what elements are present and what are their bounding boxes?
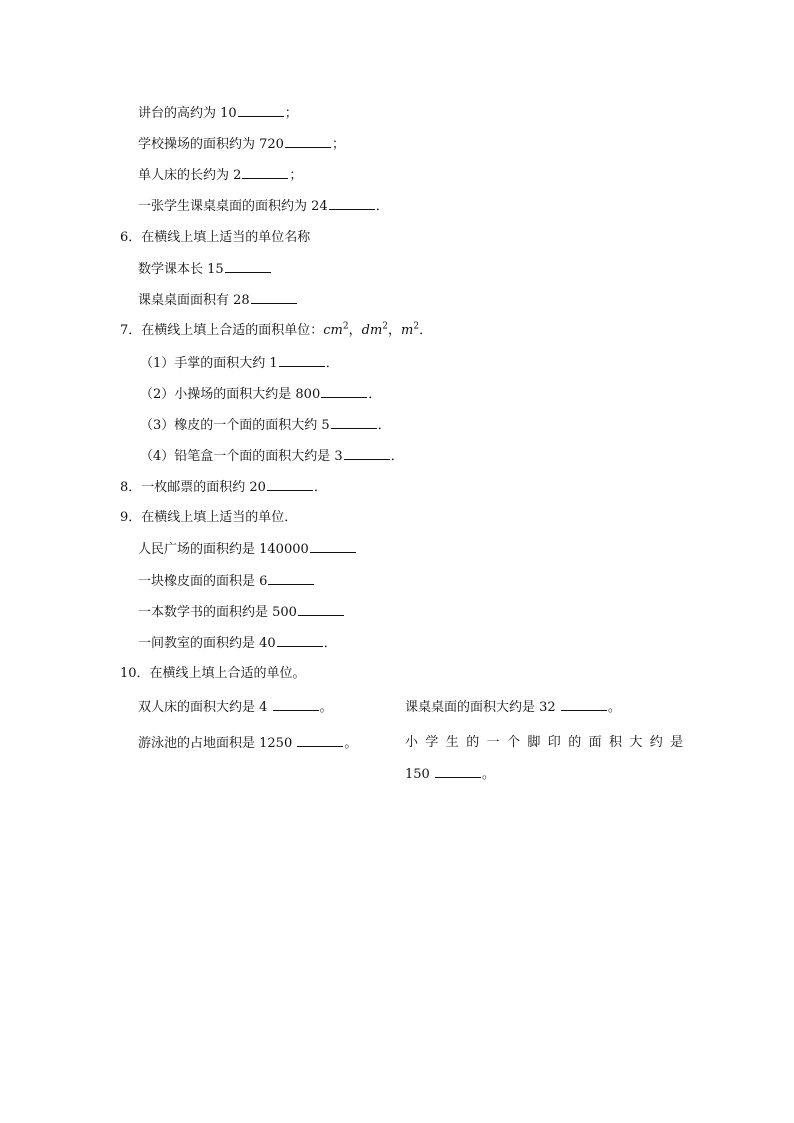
fill-item: 单人床的长约为 2 ；: [138, 168, 303, 183]
fill-item: （4）铅笔盒一个面的面积大约是 3 ．: [140, 449, 404, 464]
answer-blank[interactable]: [273, 698, 319, 711]
question-9-title: 9．在横线上填上适当的单位．: [120, 510, 298, 525]
answer-blank[interactable]: [238, 104, 284, 117]
fill-item: （2）小操场的面积大约是 800 ．: [140, 387, 382, 402]
answer-blank[interactable]: [561, 698, 607, 711]
answer-blank[interactable]: [285, 135, 331, 148]
fill-item: 一本数学书的面积约是 500: [138, 603, 345, 621]
fill-item-line-1: 小学生的一个脚印的面积大约是: [405, 735, 691, 750]
fill-item: 讲台的高约为 10 ；: [138, 106, 298, 121]
answer-blank[interactable]: [435, 765, 481, 778]
question-8: 8．一枚邮票的面积约 20 ．: [120, 480, 327, 495]
question-10-title: 10．在横线上填上合适的单位。: [120, 666, 306, 681]
answer-blank[interactable]: [329, 197, 375, 210]
fill-item: 课桌桌面的面积大约是 32 。: [405, 700, 621, 715]
unit-cm: cm: [323, 323, 343, 338]
answer-blank[interactable]: [251, 291, 297, 304]
answer-blank[interactable]: [298, 603, 344, 616]
fill-item: （3）橡皮的一个面的面积大约 5 ．: [140, 418, 391, 433]
answer-blank[interactable]: [279, 354, 325, 367]
fill-item: 人民广场的面积约是 140000: [138, 540, 357, 558]
fill-item: 双人床的面积大约是 4 。: [138, 700, 333, 715]
question-6-title: 6．在横线上填上适当的单位名称: [120, 230, 311, 245]
answer-blank[interactable]: [242, 166, 288, 179]
answer-blank[interactable]: [225, 260, 271, 273]
fill-item: （1）手掌的面积大约 1 ．: [140, 356, 339, 371]
fill-item: 学校操场的面积约为 720 ；: [138, 137, 345, 152]
answer-blank[interactable]: [277, 634, 323, 647]
fill-item: 数学课本长 15: [138, 260, 272, 278]
fill-item: 一块橡皮面的面积是 6: [138, 572, 315, 590]
answer-blank[interactable]: [297, 734, 343, 747]
unit-dm: dm: [361, 323, 383, 338]
unit-m: m: [401, 323, 414, 338]
fill-item: 课桌桌面面积有 28: [138, 291, 298, 309]
answer-blank[interactable]: [310, 540, 356, 553]
question-7-title: 7．在横线上填上合适的面积单位：$cm^2$，$dm^2$，$m^2$．: [120, 321, 433, 338]
fill-item: 一间教室的面积约是 40 ．: [138, 636, 337, 651]
answer-blank[interactable]: [321, 385, 367, 398]
answer-blank[interactable]: [268, 572, 314, 585]
answer-blank[interactable]: [344, 447, 390, 460]
answer-blank[interactable]: [267, 478, 313, 491]
fill-item-line-2: 150 。: [405, 767, 495, 782]
answer-blank[interactable]: [331, 416, 377, 429]
fill-item: 一张学生课桌桌面的面积约为 24 ．: [138, 199, 389, 214]
fill-item: 游泳池的占地面积是 1250 。: [138, 736, 358, 751]
